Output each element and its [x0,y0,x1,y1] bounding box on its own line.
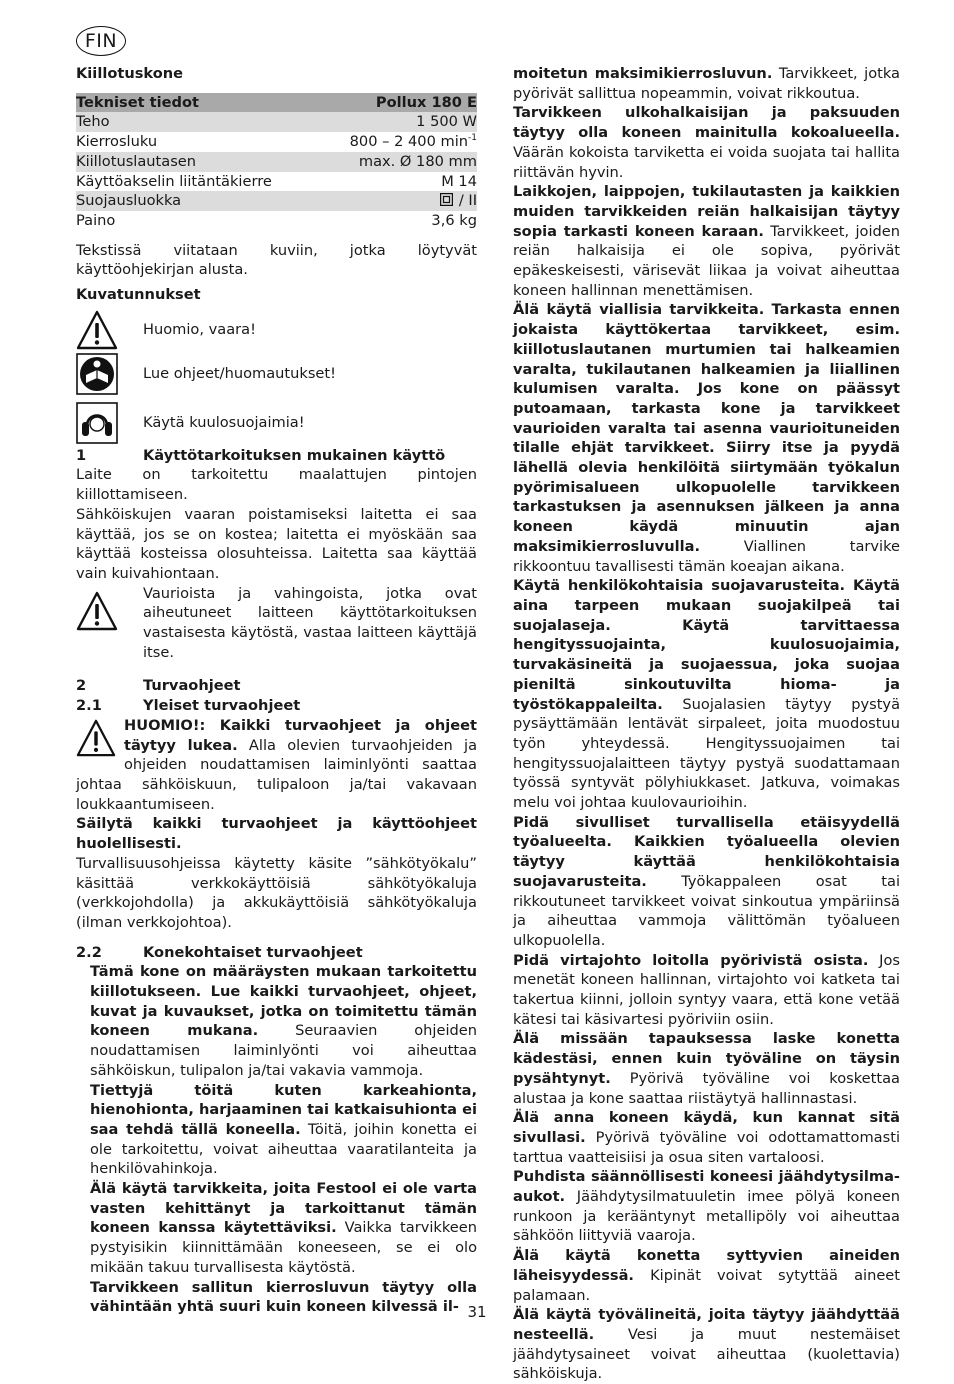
spec-value-exponent: -1 [468,133,477,144]
safety-item [513,1029,900,1108]
left-column [76,64,477,1317]
section-number: 2.1 [76,697,102,715]
symbol-row [76,402,477,444]
warning-triangle-icon [76,309,118,351]
bold-lead: Älä käytä työvälineitä, joita täytyy jäähdyttää nesteellä. [513,1306,900,1343]
symbol-row [76,353,477,395]
paragraph: Laite on tarkoitettu maalattujen pintojen kiillottamiseen. [76,466,477,504]
body-text: Jos menetät koneen hallinnan, virtajohto voi katketa tai takertua kiinni, jolloin syntyy vaara, että kone vetää kätesi tai käsivartesi pyöriviin osiin. [513,951,901,1028]
bold-lead: Tarvikkeen ulkohalkaisijan ja paksuuden täytyy olla koneen mainitulla kokoalueella. [513,104,900,142]
spec-label: Suojausluokka [76,191,319,211]
spec-value: / II [458,192,477,210]
bold-lead: Pidä virtajohto loitolla pyörivistä osista. [513,951,869,969]
ear-protection-icon [76,402,118,444]
spec-row [76,191,477,211]
spec-label: Kierrosluku [76,133,158,151]
symbol-text: Lue ohjeet/huomautukset! [143,364,336,382]
spec-table [76,93,477,231]
symbol-row [76,309,477,351]
page-number: 31 [467,1303,487,1321]
section-number: 2.2 [76,943,102,961]
bold-lead: Älä käytä konetta syttyvien aineiden läheisyydessä. [513,1247,900,1284]
bold-lead: Älä anna koneen käydä, kun kannat sitä sivullasi. [513,1109,900,1146]
section-1-heading [76,446,477,466]
read-manual-icon [76,353,118,395]
bold-lead: Pidä sivulliset turvallisella etäisyydellä työalueelta. Kaikkien työalueella olevien täytyy käyttää henkilökohtaisia suojavarusteita. [513,813,900,890]
safety-item [90,1081,477,1180]
spec-label: Käyttöakselin liitäntäkierre [76,172,272,190]
spec-value: M 14 [441,172,477,190]
symbols-heading: Kuvatunnukset [76,286,201,304]
language-badge: FIN [76,26,126,56]
spec-label: Kiillotuslautasen [76,152,319,172]
spec-header-label: Tekniset tiedot [76,93,319,113]
right-column [513,64,900,1384]
keep-instructions: Säilytä kaikki turvaohjeet ja käyttöohjeet huolellisesti. [76,815,477,853]
symbol-text: Huomio, vaara! [143,320,256,338]
bold-lead: Puhdista säännöllisesti koneesi jäähdytysilma-aukot. [513,1168,900,1206]
spec-label: Teho [76,112,319,132]
bold-lead: Älä käytä tarvikkeita, joita Festool ei ole varta vasten kehittänyt ja tarkoittanut tämän koneen kanssa käytettäviksi. [90,1180,477,1237]
spec-value-cell [319,132,477,152]
double-insulation-icon [440,193,453,206]
spec-label: Paino [76,211,116,229]
spec-table-header [76,93,477,113]
warning-block [76,584,477,663]
body-text: Väärän kokoista tarviketta ei voida suojata tai hallita riittävän hyvin. [513,143,900,181]
body-text: Alla olevien turvaohjeiden ja ohjeiden noudattamisen laiminlyönti saattaa johtaa sähköiskuun, tulipaloon ja/tai vakavaan loukkaantumiseen. [76,736,478,813]
spec-row [76,211,477,231]
body-text: Tarvikkeet, jotka pyörivät sallittua nopeammin, voivat rikkoutua. [513,65,900,102]
body-text: Tarvikkeet, joiden reiän halkaisija ei ole sopiva, pyörivät epäkeskeisesti, värisevät liikaa ja voivat aiheuttaa koneen hallinnan menettämisen. [513,222,900,299]
section-number: 1 [76,446,87,464]
warning-triangle-icon [76,718,116,758]
paragraph: Sähköiskujen vaaran poistamiseksi laitetta ei saa käyttää, jos se on kostea; laitetta ei myöskään saa käyttää kosteissa olosuhteissa. Laitetta saa käyttää vain kuivahiontaan. [76,505,477,582]
safety-list [76,962,477,1317]
safety-item [513,64,900,103]
section-title: Konekohtaiset turvaohjeet [143,943,363,961]
product-title: Kiillotuskone [76,65,184,82]
section-title: Käyttötarkoituksen mukainen käyttö [143,446,446,464]
body-text: Työkappaleen osat tai rikkoutuneet tarvikkeet voivat sinkoutua ympäriinsä ja aiheuttaa vammoja välittömän työalueen ulkopuolella. [513,872,900,949]
body-text: Pyörivä työväline voi odottamattomasti tarttua vaatteisiisi ja osua siten vartaloosi. [513,1128,900,1166]
body-text: Pyörivä työväline voi koskettaa alustaa ja kone saattaa riistäytyä hallinnastasi. [513,1069,900,1107]
safety-item [513,103,900,182]
bold-lead: moitetun maksimikierrosluvun. [513,65,773,82]
warning-text: Vaurioista ja vahingoista, jotka ovat aiheutuneet laitteen käyttötarkoituksen vastaisesta käytöstä, vastaa laitteen käyttäjä itse. [143,584,477,661]
safety-item [513,182,900,300]
safety-item [513,300,900,576]
bold-lead: Käytä henkilökohtaisia suojavarusteita. Käytä aina tarpeen mukaan suojakilpeä tai suojalaseja. Käytä tarvittaessa hengityssuojainta, kuulosuojaimia, turvakäsineitä ja suojaessua, joka suojaa pieniltä sinkoutuvilta hioma- ja työstökappaleilta. [513,577,900,713]
bold-lead: Laikkojen, laippojen, tukilautasten ja kaikkien muiden tarvikkeiden reiän halkaisijan täytyy sopia tarkasti koneen karaan. [513,183,900,240]
spec-row [76,152,477,172]
general-warning-text [76,716,477,815]
spec-value: 800 – 2 400 min [349,133,469,151]
body-text: Kipinät voivat sytyttää aineet palamaan. [513,1266,900,1304]
safety-item [513,813,900,951]
section-2-2-heading [76,943,477,963]
bold-lead: HUOMIO!: Kaikki turvaohjeet ja ohjeet täytyy lukea. [124,716,477,754]
spec-row [76,132,477,152]
spec-row [76,172,477,192]
safety-item [513,1246,900,1305]
safety-item [90,1179,477,1278]
spec-value: 3,6 kg [431,211,477,229]
section-number: 2 [76,677,87,695]
section-2-1-heading [76,696,477,716]
body-text: Seuraavien ohjeiden noudattamisen laiminlyönti voi aiheuttaa sähköiskun, tulipalon ja/tai vakavia vammoja. [90,1022,477,1079]
spec-header-value: Pollux 180 E [319,93,477,113]
safety-item [90,962,477,1080]
body-text: Viallinen tarvike rikkoontuu tavallisesti tämän koeajan aikana. [513,537,900,575]
bold-lead: Tarvikkeen sallitun kierrosluvun täytyy olla vähintään yhtä suuri kuin koneen kilvessä il- [90,1278,477,1316]
safety-item [513,1108,900,1167]
body-text: Vaikka tarvikkeen pystyisikin kiinnittämään koneeseen, se ei olo mikään takuu turvallisesta käytöstä. [90,1219,477,1276]
bold-lead: Tämä kone on määräysten mukaan tarkoitettu kiillotukseen. Lue kaikki turvaohjeet, ohjeet, kuvat ja kuvaukset, jotka on toimitettu tämän koneen mukana. [90,963,477,1040]
spec-value-cell [319,191,477,211]
body-text: Vesi ja muut nestemäiset jäähdytysaineet voivat aiheuttaa (kuolettavia) sähköiskuja. [513,1326,900,1383]
spec-value: max. Ø 180 mm [319,152,477,172]
spec-value: 1 500 W [319,112,477,132]
definition-text: Turvallisuusohjeissa käytetty käsite ”sähkötyökalu” käsittää verkkokäyttöisiä sähkötyökaluja (verkkojohdolla) ja akkukäyttöisiä sähkötyökaluja (ilman verkkojohtoa). [76,854,477,931]
body-text: Jäähdytysilmatuuletin imee pölyä koneen runkoon ja kerääntynyt metallipöly voi aiheuttaa sähköön liittyviä vaaroja. [513,1188,900,1245]
intro-text: Tekstissä viitataan kuviin, jotka löytyvät käyttöohjekirjan alusta. [76,241,477,279]
body-text: Suojalasien täytyy pystyä pysäyttämään lentävät sirpaleet, joita muodostuu työn yhteydessä. Hengityssuojaimen tai hengityssuojalaitteen täytyy pystyä suodattamaan työssä syntyvät pölyhiukkaset. Jatkuva, voimakas melu voi johtaa kuulovaurioihin. [513,695,901,812]
section-title: Yleiset turvaohjeet [143,697,301,715]
spec-row [76,112,477,132]
section-2-heading [76,676,477,696]
general-warning-block [76,716,477,815]
symbol-text: Käytä kuulosuojaimia! [143,413,305,431]
bold-lead: Älä käytä viallisia tarvikkeita. Tarkasta ennen jokaista käyttökertaa tarvikkeet, esim. kiillotuslautanen murtumien tai halkeamien varalta, tukilautanen halkeamien ja liiallinen kulumisen varalta. Jos kone on päässyt putoamaan, tarkasta kone ja tarvikkeet vaurioiden varalta tai asenna vaurioituneiden tilalle ehjät tarvikkeet. Siirry itse ja pyydä lähellä olevia henkilöitä siirtymään työkalun pyörimisalueen ulkopuolelle tarvikkeen tarkastuksen ja asennuksen jälkeen ja anna koneen käydä minuutin ajan maksimikierrosluvulla. [513,301,900,555]
bold-lead: Älä missään tapauksessa laske konetta kädestäsi, ennen kuin työväline on täysin pysähtynyt. [513,1030,900,1087]
section-title: Turvaohjeet [143,677,241,695]
warning-triangle-icon [76,590,118,632]
bold-lead: Tiettyjä töitä kuten karkeahionta, hienohionta, harjaaminen tai katkaisuhionta ei saa tehdä tällä koneella. [90,1081,477,1138]
safety-item [513,1167,900,1246]
body-text: Töitä, joihin konetta ei ole tarkoitettu, voivat aiheuttaa vaaratilanteita ja henkilövahinkoja. [90,1120,477,1178]
safety-item [513,951,900,1030]
safety-item [513,576,900,812]
